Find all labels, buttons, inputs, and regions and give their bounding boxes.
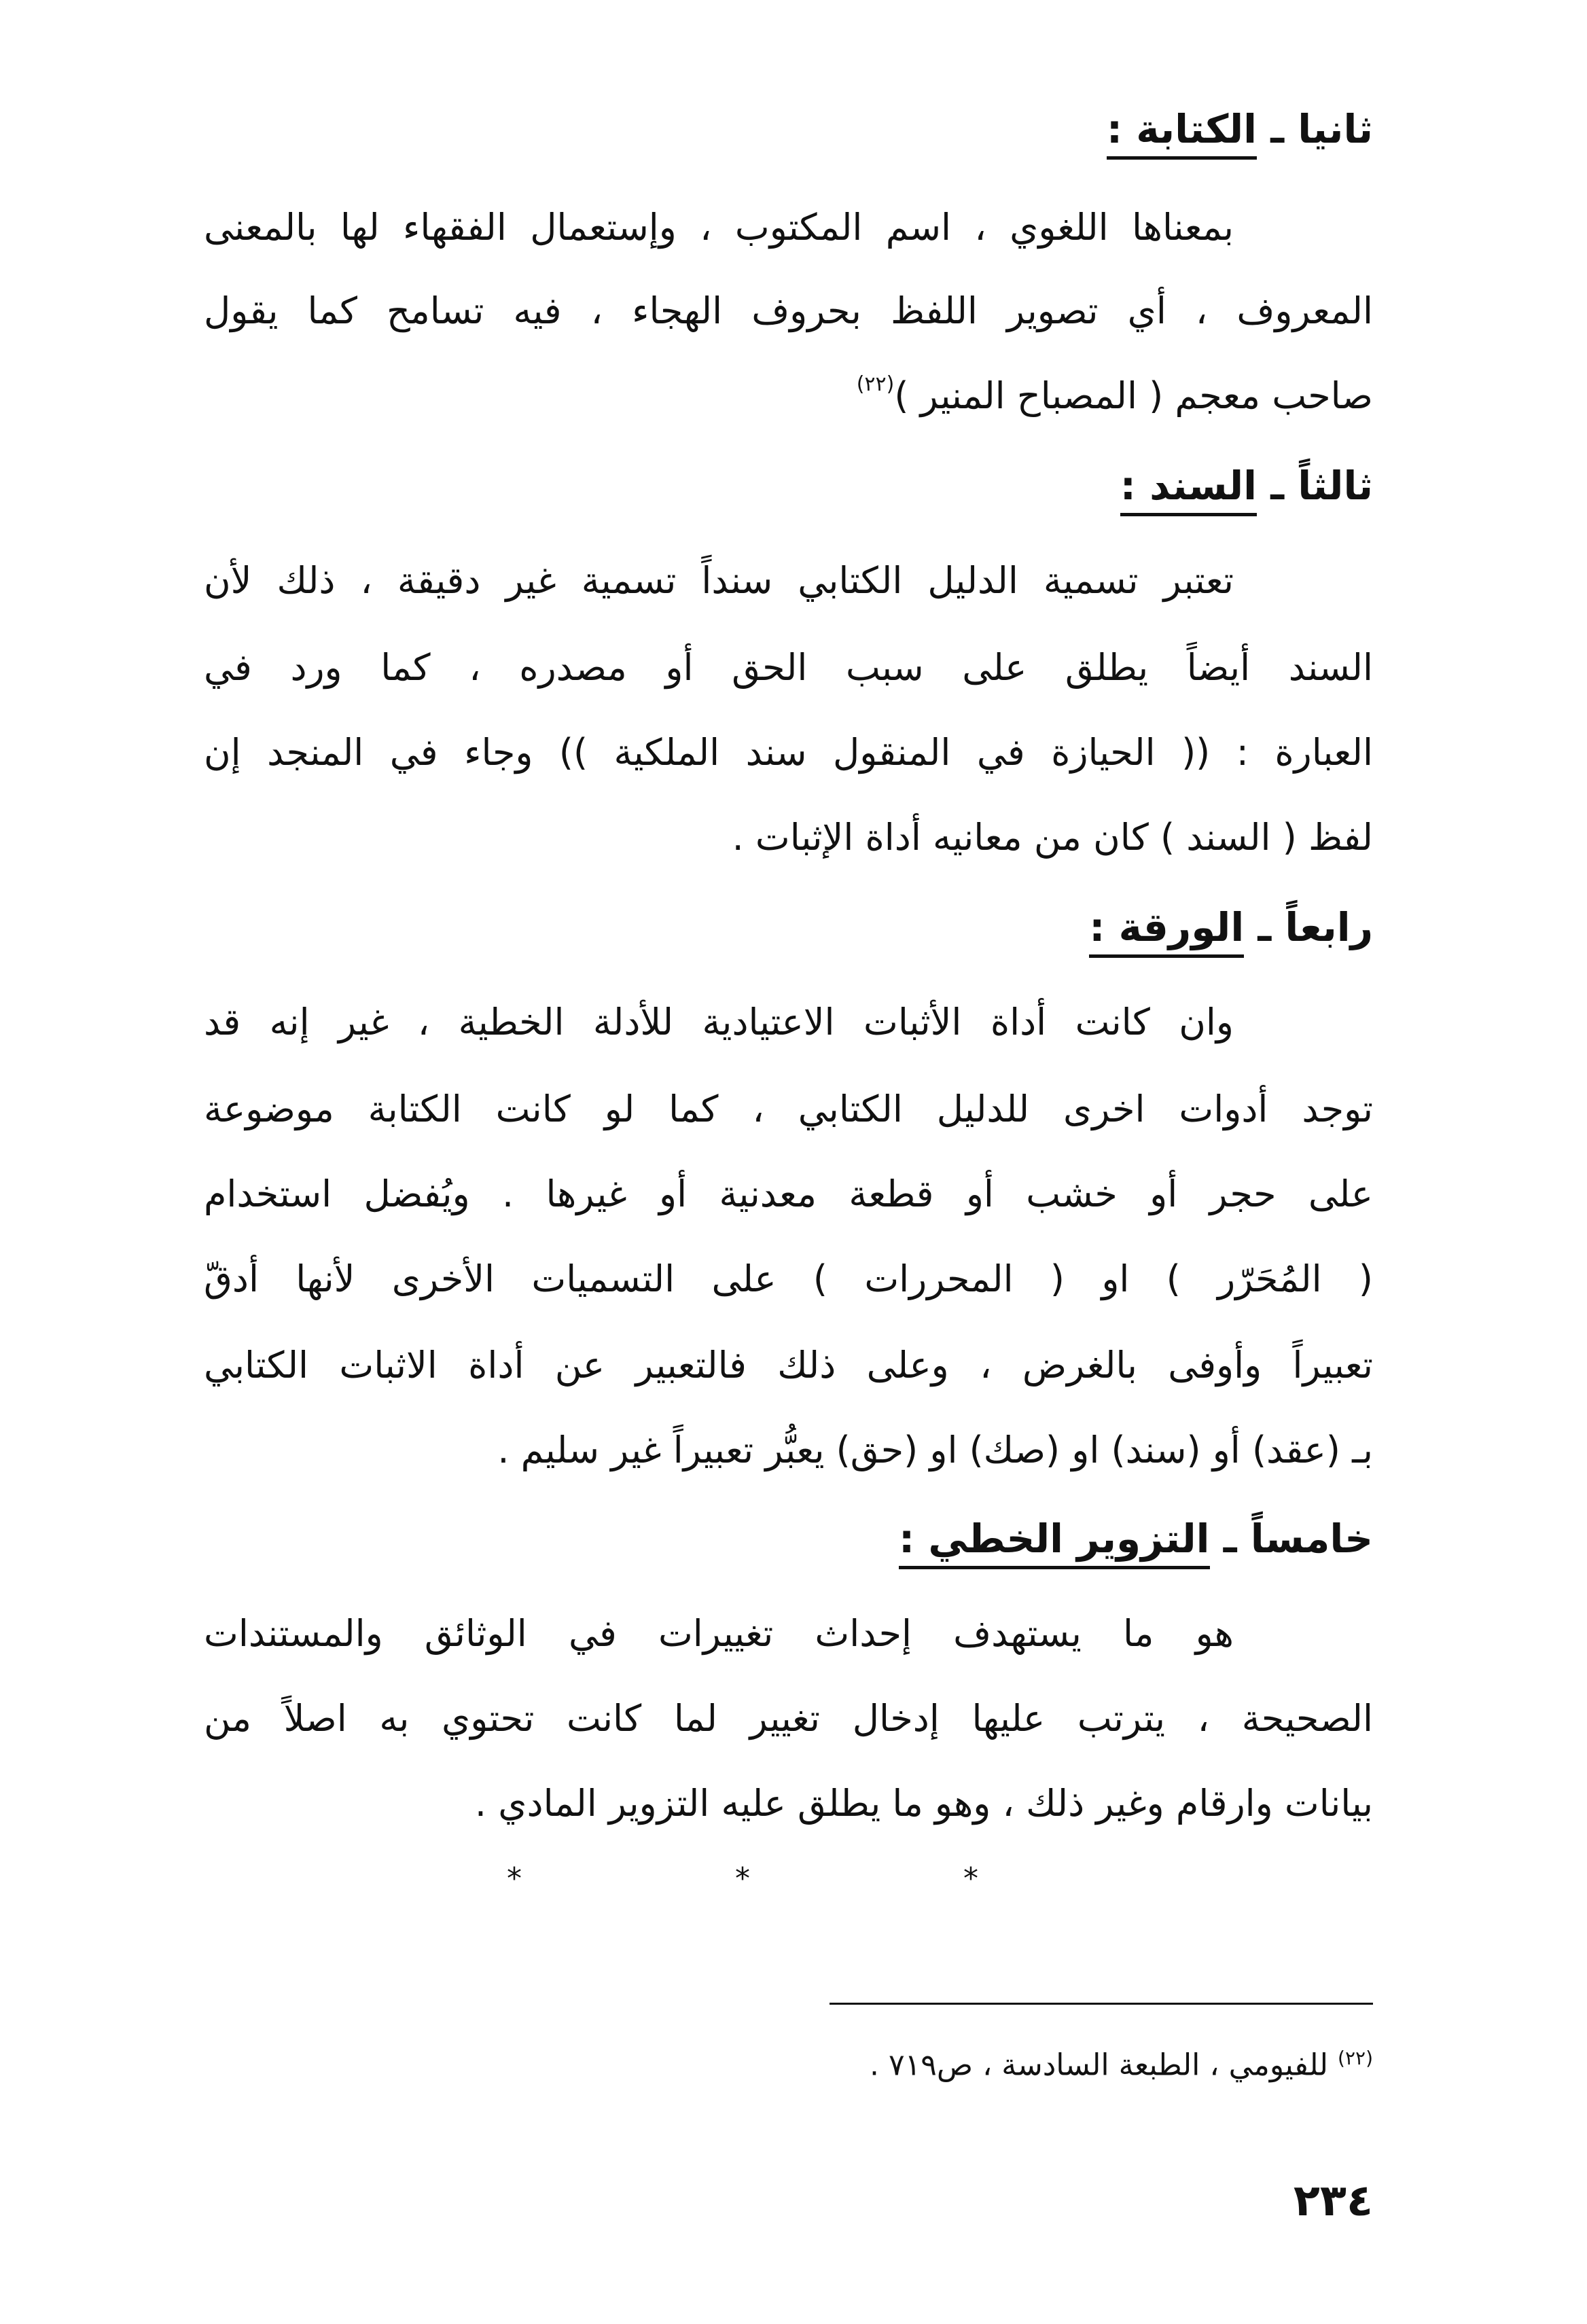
sanad-line-1: تعتبر تسمية الدليل الكتابي سنداً تسمية غير دقيقة ، ذلك لأن <box>204 559 1234 602</box>
page-number: ٢٣٤ <box>1293 2176 1373 2226</box>
heading-sanad-term: السند : <box>1120 463 1257 516</box>
footnote-mark: (٢٢) <box>1338 2047 1373 2069</box>
waraqa-line-4: ( المُحَرّر ) او ( المحررات ) على التسميات الأخرى لأنها أدقّ <box>204 1257 1373 1300</box>
heading-kitaba <box>1107 102 1373 156</box>
footnote <box>870 2038 1373 2086</box>
heading-sanad-prefix: ثالثاً ـ <box>1257 463 1373 509</box>
kitaba-line-1: بمعناها اللغوي ، اسم المكتوب ، وإستعمال الفقهاء لها بالمعنى <box>204 206 1234 249</box>
kitaba-line-3-text: صاحب معجم ( المصباح المنير ) <box>894 374 1373 417</box>
sanad-line-2: السند أيضاً يطلق على سبب الحق أو مصدره ، كما ورد في <box>204 646 1373 689</box>
heading-kitaba-prefix: ثانيا ـ <box>1257 106 1373 152</box>
heading-waraqa-prefix: رابعاً ـ <box>1244 904 1373 950</box>
heading-tazwir <box>899 1512 1373 1566</box>
waraqa-line-6: بـ (عقد) أو (سند) او (صك) او (حق) يعبُّر تعبيراً غير سليم . <box>497 1429 1373 1471</box>
waraqa-line-3: على حجر أو خشب أو قطعة معدنية أو غيرها . ويُفضل استخدام <box>204 1173 1373 1215</box>
heading-waraqa-term: الورقة : <box>1089 904 1244 958</box>
heading-tazwir-term: التزوير الخطي : <box>899 1516 1210 1569</box>
waraqa-line-1: وان كانت أداة الأثبات الاعتيادية للأدلة الخطية ، غير إنه قد <box>204 1001 1234 1043</box>
tazwir-line-1: هو ما يستهدف إحداث تغييرات في الوثائق والمستندات <box>204 1612 1234 1655</box>
tazwir-line-3: بيانات وارقام وغير ذلك ، وهو ما يطلق عليه التزوير المادي . <box>474 1782 1373 1825</box>
waraqa-line-2: توجد أدوات اخرى للدليل الكتابي ، كما لو كانت الكتابة موضوعة <box>204 1088 1373 1130</box>
heading-waraqa <box>1089 900 1373 954</box>
tazwir-line-2: الصحيحة ، يترتب عليها إدخال تغيير لما كانت تحتوي به اصلاً من <box>204 1697 1373 1740</box>
section-separator: * * * <box>507 1861 1080 1896</box>
footnote-ref-22: (٢٢) <box>856 372 895 396</box>
footnote-text: للفيومي ، الطبعة السادسة ، ص٧١٩ . <box>870 2048 1338 2083</box>
heading-tazwir-prefix: خامساً ـ <box>1209 1516 1373 1562</box>
kitaba-line-3 <box>204 369 1373 423</box>
kitaba-line-2: المعروف ، أي تصوير اللفظ بحروف الهجاء ، فيه تسامح كما يقول <box>204 289 1373 332</box>
sanad-line-4: لفظ ( السند ) كان من معانيه أداة الإثبات . <box>732 816 1373 859</box>
sanad-line-3: العبارة : (( الحيازة في المنقول سند الملكية )) وجاء في المنجد إن <box>204 731 1373 774</box>
heading-kitaba-term: الكتابة : <box>1107 106 1257 160</box>
waraqa-line-5: تعبيراً وأوفى بالغرض ، وعلى ذلك فالتعبير عن أداة الاثبات الكتابي <box>204 1344 1373 1387</box>
heading-sanad <box>1120 459 1373 513</box>
footnote-divider <box>830 2003 1373 2005</box>
